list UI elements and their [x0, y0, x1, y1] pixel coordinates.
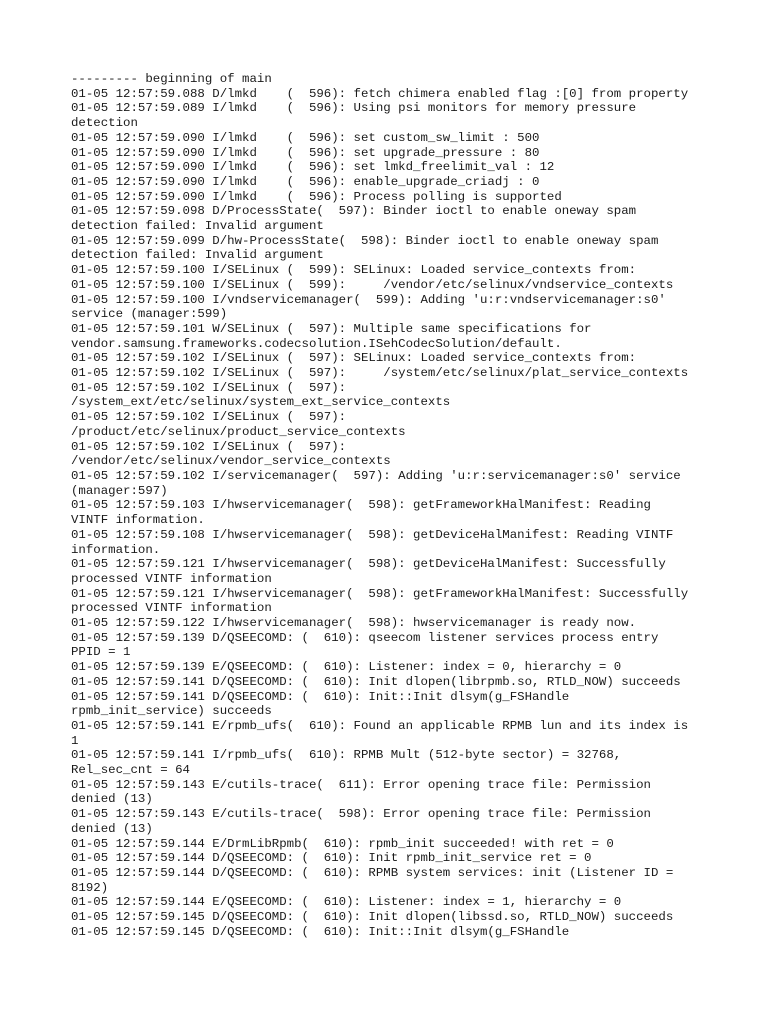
log-line: 01-05 12:57:59.143 E/cutils-trace( 598): Error opening trace file: Permission [71, 807, 651, 822]
log-line: 01-05 12:57:59.145 D/QSEECOMD: ( 610): Init::Init dlsym(g_FSHandle [71, 924, 570, 939]
log-line: 01-05 12:57:59.144 D/QSEECOMD: ( 610): Init rpmb_init_service ret = 0 [71, 851, 592, 866]
log-line: 01-05 12:57:59.090 I/lmkd ( 596): enable_upgrade_criadj : 0 [71, 174, 540, 189]
log-line: VINTF information. [71, 513, 205, 528]
log-line: 01-05 12:57:59.139 D/QSEECOMD: ( 610): qseecom listener services process entry [71, 630, 659, 645]
log-line: service (manager:599) [71, 307, 228, 322]
log-line: 01-05 12:57:59.102 I/servicemanager( 597): Adding 'u:r:servicemanager:s0' service [71, 468, 681, 483]
log-line: 01-05 12:57:59.102 I/SELinux ( 597): [71, 439, 347, 454]
log-line: 01-05 12:57:59.121 I/hwservicemanager( 598): getFrameworkHalManifest: Successfully [71, 586, 689, 601]
log-line: processed VINTF information [71, 571, 272, 586]
log-line: 01-05 12:57:59.102 I/SELinux ( 597): SELinux: Loaded service_contexts from: [71, 351, 637, 366]
log-line: detection [71, 116, 138, 131]
log-line: 8192) [71, 880, 109, 895]
log-line: 01-05 12:57:59.090 I/lmkd ( 596): Process polling is supported [71, 189, 562, 204]
log-text-body [71, 72, 711, 939]
log-line: 01-05 12:57:59.145 D/QSEECOMD: ( 610): Init dlopen(libssd.so, RTLD_NOW) succeeds [71, 910, 674, 925]
log-line: Rel_sec_cnt = 64 [71, 763, 190, 778]
log-line: denied (13) [71, 792, 153, 807]
log-page [71, 72, 711, 939]
log-line: 01-05 12:57:59.100 I/vndservicemanager( 599): Adding 'u:r:vndservicemanager:s0' [71, 292, 666, 307]
log-line: 01-05 12:57:59.090 I/lmkd ( 596): set upgrade_pressure : 80 [71, 145, 540, 160]
log-buffer-header: --------- beginning of main [71, 72, 272, 86]
log-line: /system_ext/etc/selinux/system_ext_service_contexts [71, 395, 451, 410]
log-line: 01-05 12:57:59.108 I/hwservicemanager( 598): getDeviceHalManifest: Reading VINTF [71, 527, 674, 542]
log-line: 01-05 12:57:59.088 D/lmkd ( 596): fetch chimera enabled flag :[0] from property [71, 86, 689, 101]
log-line: 01-05 12:57:59.144 E/DrmLibRpmb( 610): rpmb_init succeeded! with ret = 0 [71, 836, 614, 851]
log-line: 01-05 12:57:59.099 D/hw-ProcessState( 598): Binder ioctl to enable oneway spam [71, 233, 659, 248]
log-line: 01-05 12:57:59.100 I/SELinux ( 599): /vendor/etc/selinux/vndservice_contexts [71, 277, 674, 292]
log-line: 01-05 12:57:59.102 I/SELinux ( 597): [71, 380, 347, 395]
log-line: 01-05 12:57:59.141 E/rpmb_ufs( 610): Found an applicable RPMB lun and its index is [71, 718, 689, 733]
log-line: 01-05 12:57:59.090 I/lmkd ( 596): set lmkd_freelimit_val : 12 [71, 160, 555, 175]
log-line: detection failed: Invalid argument [71, 248, 324, 263]
log-line: 01-05 12:57:59.103 I/hwservicemanager( 598): getFrameworkHalManifest: Reading [71, 498, 651, 513]
log-line: 01-05 12:57:59.121 I/hwservicemanager( 598): getDeviceHalManifest: Successfully [71, 557, 666, 572]
log-line: 01-05 12:57:59.143 E/cutils-trace( 611): Error opening trace file: Permission [71, 777, 651, 792]
log-line: rpmb_init_service) succeeds [71, 704, 272, 719]
log-line: vendor.samsung.frameworks.codecsolution.ISehCodecSolution/default. [71, 336, 562, 351]
log-line: 01-05 12:57:59.141 D/QSEECOMD: ( 610): Init::Init dlsym(g_FSHandle [71, 689, 570, 704]
log-line: 01-05 12:57:59.141 D/QSEECOMD: ( 610): Init dlopen(librpmb.so, RTLD_NOW) succeeds [71, 674, 681, 689]
log-line: /product/etc/selinux/product_service_contexts [71, 424, 406, 439]
log-line: 01-05 12:57:59.101 W/SELinux ( 597): Multiple same specifications for [71, 321, 592, 336]
log-line: 01-05 12:57:59.139 E/QSEECOMD: ( 610): Listener: index = 0, hierarchy = 0 [71, 660, 622, 675]
log-line: 01-05 12:57:59.102 I/SELinux ( 597): [71, 410, 347, 425]
log-line: 01-05 12:57:59.098 D/ProcessState( 597): Binder ioctl to enable oneway spam [71, 204, 637, 219]
log-line: 01-05 12:57:59.089 I/lmkd ( 596): Using psi monitors for memory pressure [71, 101, 637, 116]
log-line: PPID = 1 [71, 645, 131, 660]
log-line: 01-05 12:57:59.122 I/hwservicemanager( 598): hwservicemanager is ready now. [71, 616, 637, 631]
log-line: /vendor/etc/selinux/vendor_service_contexts [71, 454, 391, 469]
log-line: 01-05 12:57:59.144 D/QSEECOMD: ( 610): RPMB system services: init (Listener ID = [71, 865, 674, 880]
log-line: (manager:597) [71, 483, 168, 498]
log-line: denied (13) [71, 821, 153, 836]
log-line: 01-05 12:57:59.090 I/lmkd ( 596): set custom_sw_limit : 500 [71, 130, 540, 145]
log-line: 01-05 12:57:59.102 I/SELinux ( 597): /system/etc/selinux/plat_service_contexts [71, 366, 689, 381]
log-line: 1 [71, 733, 79, 748]
log-line: processed VINTF information [71, 601, 272, 616]
log-line: 01-05 12:57:59.100 I/SELinux ( 599): SELinux: Loaded service_contexts from: [71, 263, 637, 278]
log-line: information. [71, 542, 161, 557]
log-line: 01-05 12:57:59.141 I/rpmb_ufs( 610): RPMB Mult (512-byte sector) = 32768, [71, 748, 622, 763]
log-line: 01-05 12:57:59.144 E/QSEECOMD: ( 610): Listener: index = 1, hierarchy = 0 [71, 895, 622, 910]
log-line: detection failed: Invalid argument [71, 219, 324, 234]
